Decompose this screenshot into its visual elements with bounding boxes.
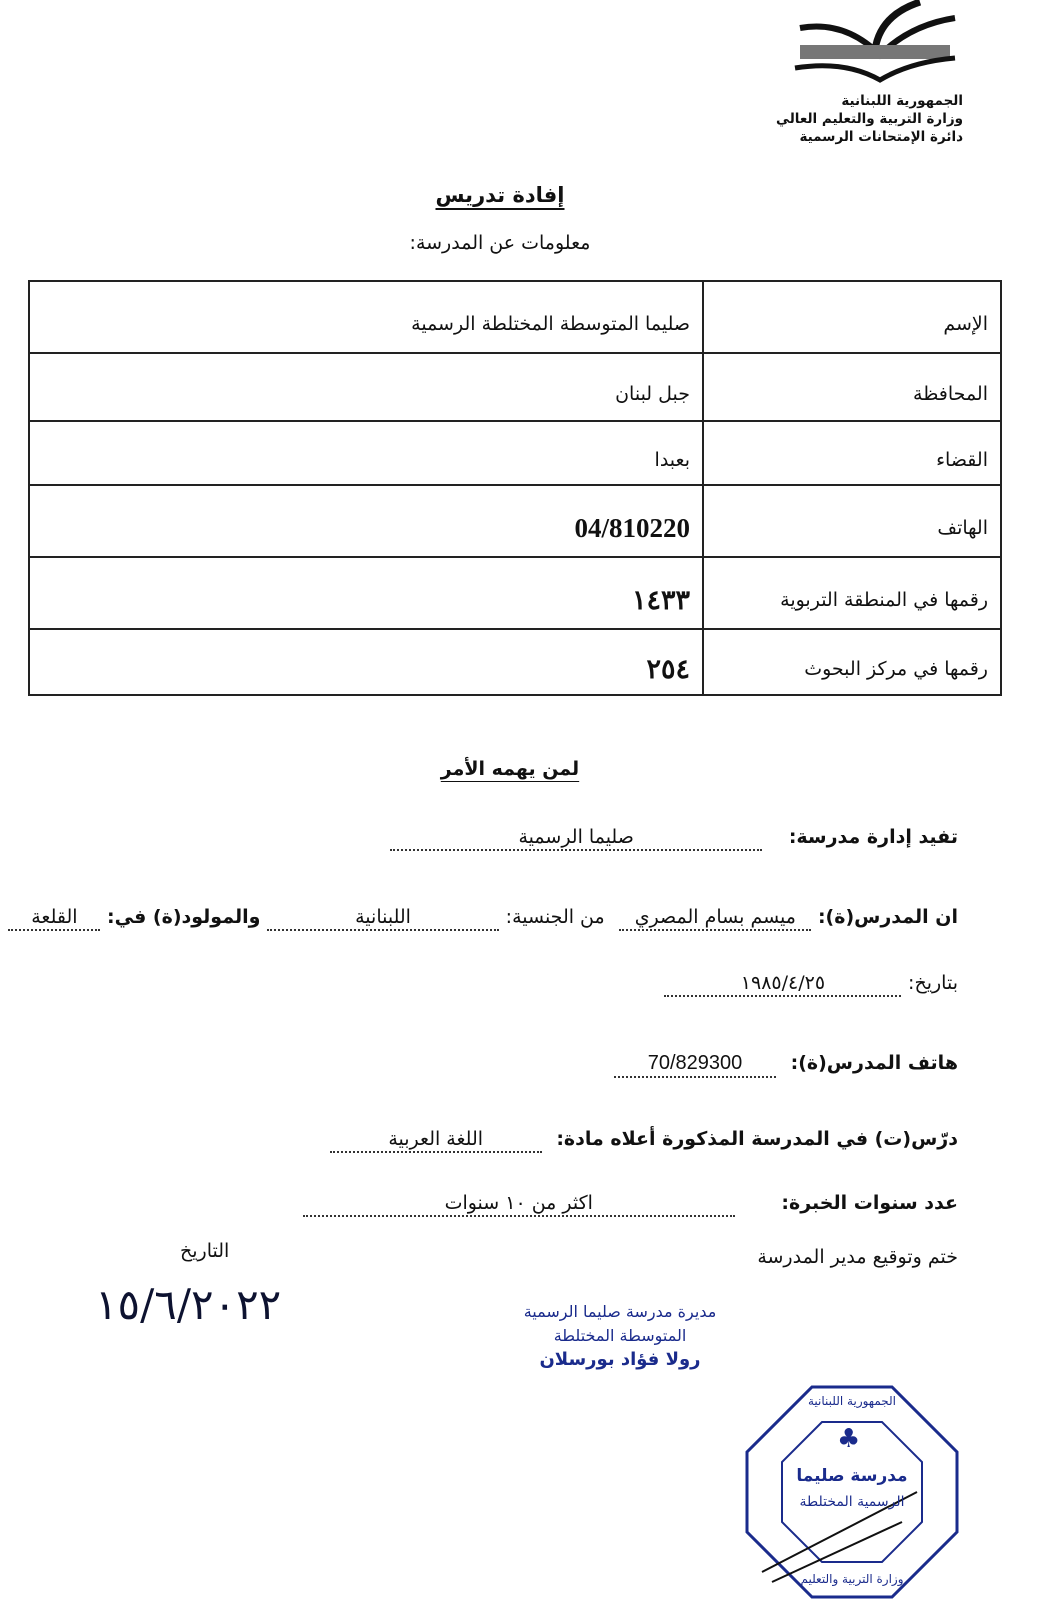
school-admin-label: تفيد إدارة مدرسة:	[788, 826, 958, 848]
row-value: ١٤٣٣	[29, 557, 703, 629]
subject-line	[330, 1128, 958, 1153]
row-value: جبل لبنان	[29, 353, 703, 421]
table-row	[29, 629, 1001, 695]
header-line-department: دائرة الإمتحانات الرسمية	[799, 129, 963, 145]
ministry-logo-icon	[790, 0, 960, 90]
stamp-center-line1: مدرسة صليما	[796, 1466, 908, 1486]
row-value: صليما المتوسطة المختلطة الرسمية	[29, 281, 703, 353]
birthdate-label: بتاريخ:	[908, 972, 958, 994]
school-admin-line	[390, 826, 958, 851]
teacher-value: ميسم بسام المصري	[619, 906, 811, 931]
to-whom-heading: لمن يهمه الأمر	[440, 758, 580, 780]
row-value: 04/810220	[29, 485, 703, 557]
school-stamp	[742, 1382, 962, 1602]
row-label: الهاتف	[703, 485, 1001, 557]
subject-value: اللغة العربية	[330, 1128, 542, 1153]
school-info-table	[28, 280, 1002, 696]
table-row	[29, 557, 1001, 629]
stamp-center-line2: الرسمية المختلطة	[799, 1494, 905, 1510]
table-row	[29, 421, 1001, 485]
row-label: القضاء	[703, 421, 1001, 485]
teacher-phone-label: هاتف المدرس(ة):	[790, 1052, 958, 1074]
header-line-ministry: وزارة التربية والتعليم العالي	[776, 111, 963, 127]
date-label: التاريخ	[180, 1240, 230, 1262]
birthplace-label: والمولود(ة) في:	[107, 906, 261, 928]
row-label: رقمها في المنطقة التربوية	[703, 557, 1001, 629]
table-row	[29, 485, 1001, 557]
handwritten-date: ١٥/٦/٢٠٢٢	[95, 1280, 282, 1329]
principal-signature-block	[500, 1300, 740, 1372]
birthdate-value: ١٩٨٥/٤/٢٥	[664, 972, 901, 997]
teacher-label: ان المدرس(ة):	[817, 906, 958, 928]
cedar-tree-icon: ♣	[837, 1424, 861, 1454]
principal-title-line2: المتوسطة المختلطة	[553, 1326, 687, 1345]
row-value: بعبدا	[29, 421, 703, 485]
header-line-republic: الجمهورية اللبنانية	[841, 93, 963, 109]
nationality-label: من الجنسية:	[505, 906, 605, 928]
signature-label: ختم وتوقيع مدير المدرسة	[757, 1246, 958, 1268]
row-value: ٢٥٤	[29, 629, 703, 695]
teacher-phone-line	[614, 1052, 958, 1078]
row-label: المحافظة	[703, 353, 1001, 421]
row-label: رقمها في مركز البحوث	[703, 629, 1001, 695]
ministry-header	[703, 92, 963, 146]
experience-label: عدد سنوات الخبرة:	[781, 1192, 958, 1214]
birthplace-value: القلعة	[8, 906, 100, 931]
experience-value: اكثر من ١٠ سنوات	[303, 1192, 735, 1217]
table-row	[29, 281, 1001, 353]
nationality-value: اللبنانية	[267, 906, 499, 931]
principal-name: رولا فؤاد بورسلان	[539, 1349, 701, 1370]
table-row	[29, 353, 1001, 421]
stamp-outer-bottom: وزارة التربية والتعليم	[800, 1572, 904, 1586]
principal-title-line1: مديرة مدرسة صليما الرسمية	[523, 1302, 717, 1321]
birthdate-line	[664, 972, 958, 997]
teacher-line	[8, 906, 958, 931]
document-title: إفادة تدريس	[435, 183, 565, 207]
subject-label: درّس(ت) في المدرسة المذكورة أعلاه مادة:	[556, 1128, 958, 1150]
school-info-heading: معلومات عن المدرسة:	[409, 232, 591, 254]
row-label: الإسم	[703, 281, 1001, 353]
school-admin-value: صليما الرسمية	[390, 826, 762, 851]
stamp-outer-top: الجمهورية اللبنانية	[807, 1394, 897, 1408]
experience-line	[303, 1192, 958, 1217]
teacher-phone-value: 70/829300	[614, 1052, 776, 1078]
